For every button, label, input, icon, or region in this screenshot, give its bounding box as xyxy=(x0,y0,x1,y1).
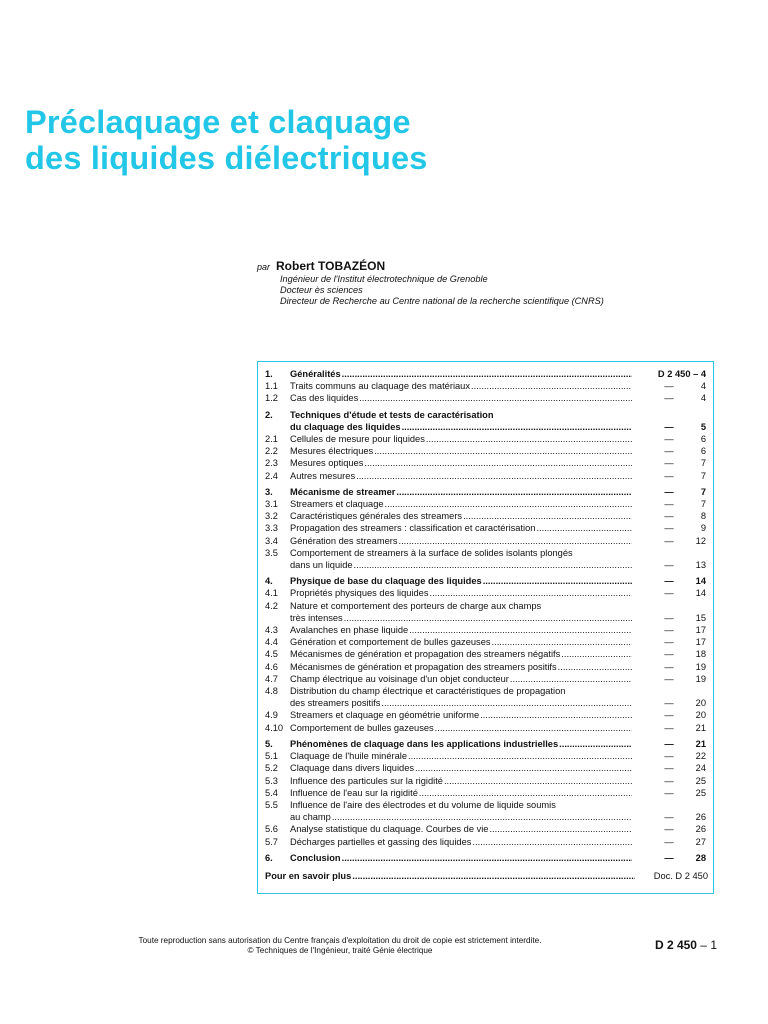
toc-number: 5.6 xyxy=(265,824,278,835)
toc-dash: — xyxy=(664,393,674,404)
toc-entry-continuation xyxy=(265,811,712,823)
toc-number: 3.3 xyxy=(265,523,278,534)
toc-number: 3.2 xyxy=(265,511,278,522)
toc-number: 2. xyxy=(265,409,273,420)
toc-number: 5.1 xyxy=(265,751,278,762)
toc-page: 17 xyxy=(695,637,706,648)
toc-number: 5.2 xyxy=(265,763,278,774)
toc-page: 19 xyxy=(695,661,706,672)
toc-title: Influence de l'aire des électrodes et du volume de liquide soumis xyxy=(290,799,556,810)
toc-number: 4.7 xyxy=(265,673,278,684)
toc-title: Streamers et claquage en géométrie uniforme ..... xyxy=(290,709,632,721)
toc-title: Génération et comportement de bulles gazeuses ..... xyxy=(290,636,632,648)
toc-number: 4.4 xyxy=(265,637,278,648)
toc-entry xyxy=(265,535,712,547)
toc-page: 9 xyxy=(700,523,706,534)
toc-page: 24 xyxy=(695,763,706,774)
toc-entry xyxy=(265,836,712,848)
toc-page: 20 xyxy=(695,698,706,709)
toc-entry-continuation xyxy=(265,421,712,433)
toc-section xyxy=(265,409,712,421)
toc-title: Cas des liquides ..... xyxy=(290,392,632,404)
author-block xyxy=(257,261,737,307)
toc-dash: — xyxy=(664,612,674,623)
toc-entry-continuation xyxy=(265,559,712,571)
toc-section xyxy=(265,575,712,587)
document-reference xyxy=(655,938,717,952)
toc-page: 15 xyxy=(695,612,706,623)
toc-title: Comportement de streamers à la surface de solides isolants plongés xyxy=(290,547,573,558)
toc-page: 26 xyxy=(695,812,706,823)
toc-entry xyxy=(265,470,712,482)
toc-title: Nature et comportement des porteurs de charge aux champs xyxy=(290,600,542,611)
toc-further-reading xyxy=(265,870,712,882)
toc-page: 19 xyxy=(695,673,706,684)
toc-title: Caractéristiques générales des streamers ..... xyxy=(290,510,632,522)
toc-entry xyxy=(265,775,712,787)
author-prefix: par xyxy=(257,262,271,272)
toc-title: Autres mesures ..... xyxy=(290,470,632,482)
toc-number: 3.1 xyxy=(265,499,278,510)
toc-title: Cellules de mesure pour liquides ..... xyxy=(290,433,632,445)
toc-number: 5.5 xyxy=(265,799,278,810)
toc-entry xyxy=(265,787,712,799)
toc-page: 6 xyxy=(700,434,706,445)
toc-page: 7 xyxy=(700,486,706,497)
author-credential: Ingénieur de l'Institut électrotechnique de Grenoble xyxy=(280,273,488,284)
toc-title: Décharges partielles et gassing des liquides ..... xyxy=(290,836,632,848)
toc-entry-continuation xyxy=(265,697,712,709)
document-title xyxy=(25,104,745,176)
toc-entry xyxy=(265,661,712,673)
toc-dash: — xyxy=(664,458,674,469)
title-line-1: Préclaquage et claquage xyxy=(25,104,411,140)
toc-number: 1.2 xyxy=(265,393,278,404)
toc-dash: — xyxy=(664,560,674,571)
toc-title-continued: dans un liquide ..... xyxy=(290,559,632,571)
toc-list xyxy=(265,368,712,882)
document-code: D 2 450 xyxy=(654,938,697,952)
toc-page: 21 xyxy=(695,738,706,749)
copyright-notice xyxy=(60,936,620,955)
toc-title: Propriétés physiques des liquides ..... xyxy=(290,587,632,599)
toc-dash: — xyxy=(664,434,674,445)
toc-dash: — xyxy=(664,637,674,648)
toc-dash: — xyxy=(664,836,674,847)
toc-page: 20 xyxy=(695,710,706,721)
toc-entry xyxy=(265,709,712,721)
toc-title: Influence de l'eau sur la rigidité ..... xyxy=(290,787,632,799)
toc-page: 21 xyxy=(695,722,706,733)
toc-title: Traits communs au claquage des matériaux ..... xyxy=(290,380,632,392)
toc-entry-continuation xyxy=(265,612,712,624)
toc-title: Techniques d'étude et tests de caractérisation xyxy=(290,409,494,420)
toc-page: 7 xyxy=(700,458,706,469)
toc-entry xyxy=(265,522,712,534)
toc-title: Claquage dans divers liquides ..... xyxy=(290,762,632,774)
toc-number: 4.5 xyxy=(265,649,278,660)
toc-entry xyxy=(265,380,712,392)
toc-entry xyxy=(265,685,712,697)
author-line xyxy=(257,261,737,274)
toc-dash: — xyxy=(664,775,674,786)
toc-further-title: Pour en savoir plus ..... xyxy=(265,870,635,882)
toc-number: 2.4 xyxy=(265,470,278,481)
toc-entry xyxy=(265,547,712,559)
toc-dash: — xyxy=(664,446,674,457)
toc-number: 4.8 xyxy=(265,686,278,697)
toc-entry xyxy=(265,673,712,685)
toc-page: 27 xyxy=(695,836,706,847)
toc-title: Génération des streamers ..... xyxy=(290,535,632,547)
toc-entry xyxy=(265,445,712,457)
toc-number: 4.2 xyxy=(265,600,278,611)
toc-entry xyxy=(265,799,712,811)
toc-dash: — xyxy=(664,576,674,587)
toc-dash: — xyxy=(664,710,674,721)
toc-dash: — xyxy=(664,722,674,733)
toc-number: 3.5 xyxy=(265,547,278,558)
toc-number: 3.4 xyxy=(265,535,278,546)
toc-entry xyxy=(265,722,712,734)
toc-number: 5. xyxy=(265,738,273,749)
toc-section xyxy=(265,486,712,498)
toc-entry xyxy=(265,600,712,612)
toc-dash: — xyxy=(664,661,674,672)
toc-entry xyxy=(265,457,712,469)
table-of-contents xyxy=(257,361,714,894)
author-credential: Docteur ès sciences xyxy=(280,284,363,295)
toc-entry xyxy=(265,648,712,660)
toc-section xyxy=(265,738,712,750)
toc-dash: — xyxy=(664,499,674,510)
toc-number: 6. xyxy=(265,852,273,863)
toc-page: 4 xyxy=(700,393,706,404)
toc-entry xyxy=(265,762,712,774)
toc-number: 2.3 xyxy=(265,458,278,469)
toc-dash: — xyxy=(664,523,674,534)
toc-dash: — xyxy=(664,751,674,762)
toc-entry xyxy=(265,624,712,636)
toc-title: Mécanismes de génération et propagation des streamers positifs ..... xyxy=(290,661,632,673)
toc-dash: — xyxy=(664,738,674,749)
title-line-2: des liquides diélectriques xyxy=(25,140,428,176)
toc-section xyxy=(265,852,712,864)
toc-dash: — xyxy=(664,763,674,774)
toc-page: 14 xyxy=(695,588,706,599)
toc-page: 7 xyxy=(700,470,706,481)
toc-dash: — xyxy=(664,824,674,835)
toc-number: 2.2 xyxy=(265,446,278,457)
toc-number: 5.3 xyxy=(265,775,278,786)
toc-title: Claquage de l'huile minérale ..... xyxy=(290,750,632,762)
toc-number: 2.1 xyxy=(265,434,278,445)
toc-entry xyxy=(265,510,712,522)
toc-entry xyxy=(265,433,712,445)
toc-title-continued: des streamers positifs ..... xyxy=(290,697,632,709)
toc-further-page: Doc. D 2 450 xyxy=(653,870,708,881)
toc-title: Physique de base du claquage des liquides ..... xyxy=(290,575,632,587)
toc-dash: — xyxy=(664,673,674,684)
toc-dash: — xyxy=(664,787,674,798)
toc-dash: — xyxy=(664,588,674,599)
toc-number: 5.7 xyxy=(265,836,278,847)
toc-page: D 2 450 – 4 xyxy=(657,369,706,379)
toc-title: Distribution du champ électrique et caractéristiques de propagation xyxy=(290,686,566,697)
toc-dash: — xyxy=(664,511,674,522)
toc-title: Phénomènes de claquage dans les applications industrielles ..... xyxy=(290,738,632,750)
toc-number: 5.4 xyxy=(265,787,278,798)
toc-dash: — xyxy=(664,470,674,481)
toc-title: Avalanches en phase liquide ..... xyxy=(290,624,632,636)
toc-page: 14 xyxy=(695,576,706,587)
toc-entry xyxy=(265,498,712,510)
toc-dash: — xyxy=(664,649,674,660)
toc-section xyxy=(265,368,712,380)
toc-number: 4.3 xyxy=(265,625,278,636)
author-name: Robert TOBAZÉON xyxy=(276,259,386,273)
toc-entry xyxy=(265,750,712,762)
toc-page: 7 xyxy=(700,499,706,510)
toc-entry xyxy=(265,636,712,648)
toc-title: Streamers et claquage ..... xyxy=(290,498,632,510)
copyright-line-2: © Techniques de l'Ingénieur, traité Génie électrique xyxy=(247,945,433,955)
toc-dash: — xyxy=(664,625,674,636)
toc-dash: — xyxy=(664,852,674,863)
toc-page: 12 xyxy=(695,535,706,546)
copyright-line-1: Toute reproduction sans autorisation du Centre français d'exploitation du droit de copie est strictement interdite. xyxy=(138,936,542,945)
toc-entry xyxy=(265,823,712,835)
page-separator: – xyxy=(696,938,711,952)
toc-title: Analyse statistique du claquage. Courbes de vie ..... xyxy=(290,823,632,835)
toc-title-continued: au champ ..... xyxy=(290,811,632,823)
toc-title: Mesures optiques ..... xyxy=(290,457,632,469)
toc-page: 13 xyxy=(695,560,706,571)
toc-title: Mécanismes de génération et propagation des streamers négatifs ..... xyxy=(290,648,632,660)
toc-page: 8 xyxy=(700,511,706,522)
toc-dash: — xyxy=(664,381,674,392)
toc-title: Généralités ..... xyxy=(290,368,632,380)
toc-title: Champ électrique au voisinage d'un objet conducteur ..... xyxy=(290,673,632,685)
toc-title-continued: très intenses ..... xyxy=(290,612,632,624)
toc-number: 4.1 xyxy=(265,588,278,599)
toc-page: 26 xyxy=(695,824,706,835)
toc-entry xyxy=(265,587,712,599)
toc-dash: — xyxy=(664,698,674,709)
toc-dash: — xyxy=(664,535,674,546)
author-credential: Directeur de Recherche au Centre national de la recherche scientifique (CNRS) xyxy=(280,295,604,306)
page-number: 1 xyxy=(710,938,717,952)
toc-page: 17 xyxy=(695,625,706,636)
toc-number: 4.6 xyxy=(265,661,278,672)
toc-number: 1. xyxy=(265,369,273,379)
toc-dash: — xyxy=(664,812,674,823)
toc-page: 6 xyxy=(700,446,706,457)
toc-page: 18 xyxy=(695,649,706,660)
toc-number: 4. xyxy=(265,576,273,587)
toc-number: 3. xyxy=(265,486,273,497)
toc-title: Influence des particules sur la rigidité ..... xyxy=(290,775,632,787)
toc-number: 4.10 xyxy=(265,722,284,733)
toc-page: 25 xyxy=(695,787,706,798)
toc-title-continued: du claquage des liquides ..... xyxy=(290,421,632,433)
toc-entry xyxy=(265,392,712,404)
toc-number: 1.1 xyxy=(265,381,278,392)
toc-dash: — xyxy=(664,486,674,497)
toc-number: 4.9 xyxy=(265,710,278,721)
toc-title: Mesures électriques ..... xyxy=(290,445,632,457)
toc-page: 22 xyxy=(695,751,706,762)
toc-title: Conclusion ..... xyxy=(290,852,632,864)
toc-page: 4 xyxy=(700,381,706,392)
toc-title: Comportement de bulles gazeuses ..... xyxy=(290,722,632,734)
toc-title: Propagation des streamers : classification et caractérisation ..... xyxy=(290,522,632,534)
toc-title: Mécanisme de streamer ..... xyxy=(290,486,632,498)
toc-page: 5 xyxy=(700,421,706,432)
toc-page: 25 xyxy=(695,775,706,786)
toc-page: 28 xyxy=(695,852,706,863)
toc-dash: — xyxy=(664,421,674,432)
